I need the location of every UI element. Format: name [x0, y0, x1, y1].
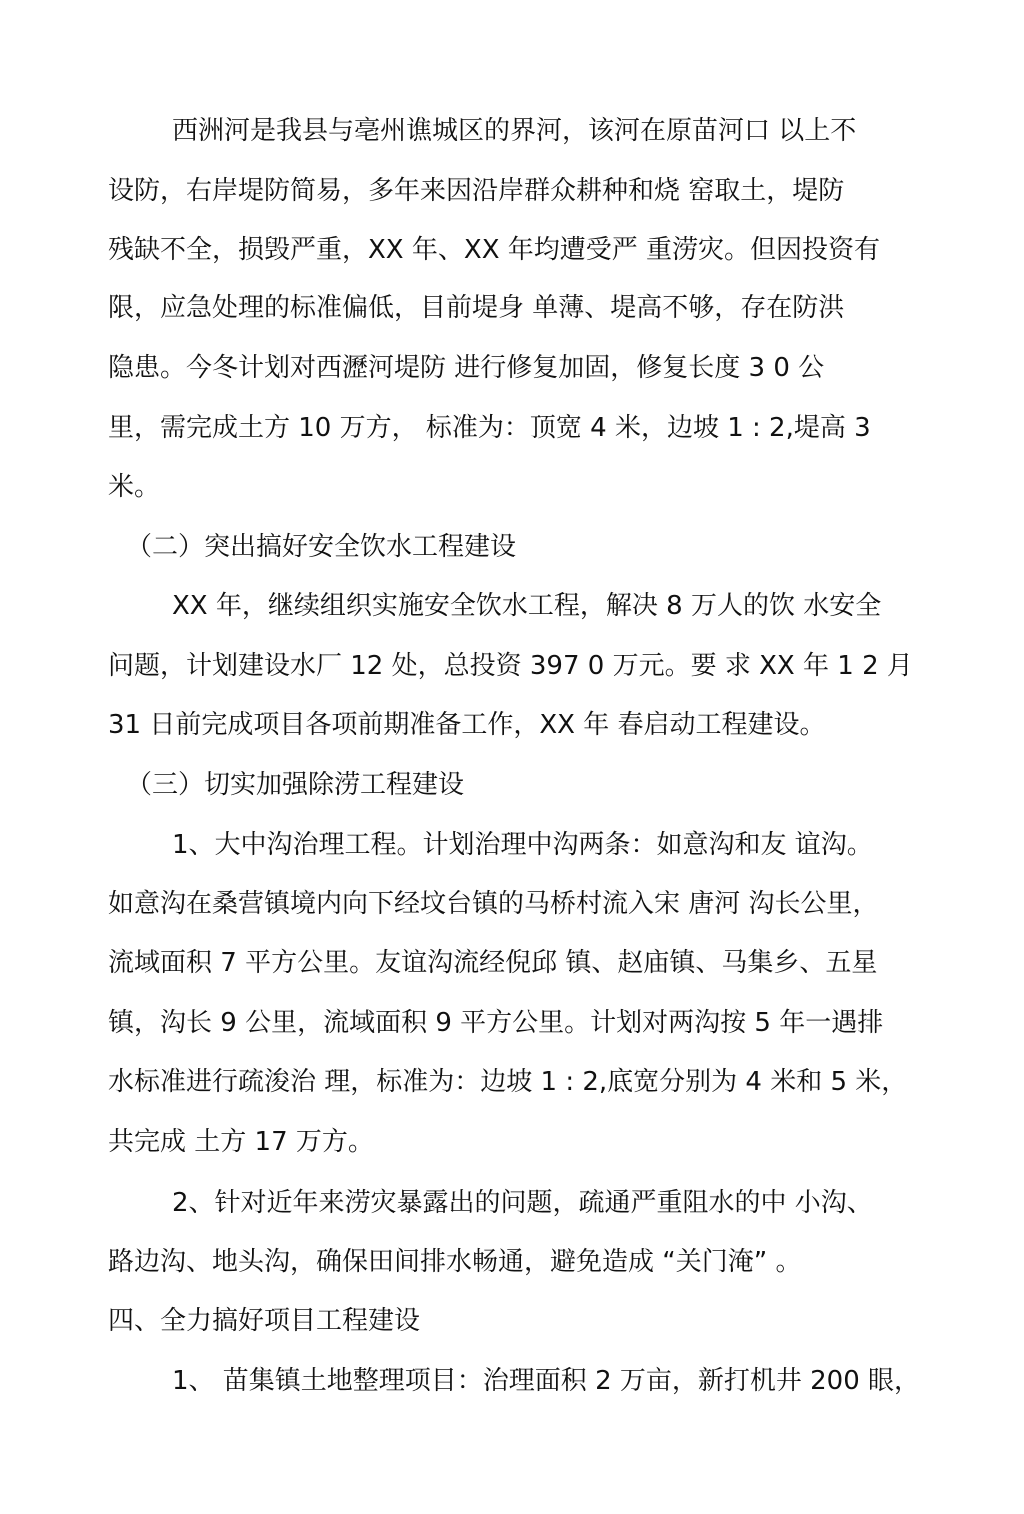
text-line: 里，需完成土方 10 万方， 标准为：顶宽 4 米，边坡 1 : 2,堤高 3	[108, 413, 871, 443]
text-line: 问题，计划建设水厂 12 处，总投资 397 0 万元。要 求 XX 年 1 2 月	[108, 651, 913, 681]
section-heading: 四、全力搞好项目工程建设	[108, 1306, 421, 1336]
text-line: 1、 苗集镇土地整理项目：治理面积 2 万亩，新打机井 200 眼，	[172, 1366, 921, 1396]
section-heading: （二）突出搞好安全饮水工程建设	[126, 532, 517, 562]
text-line: 限，应急处理的标准偏低，目前堤身 单薄、堤高不够，存在防洪	[108, 293, 845, 323]
text-line: 流域面积 7 平方公里。友谊沟流经倪邱 镇、赵庙镇、马集乡、五星	[108, 948, 878, 978]
text-line: 1、大中沟治理工程。计划治理中沟两条：如意沟和友 谊沟。	[172, 830, 873, 860]
text-line: 2、针对近年来涝灾暴露出的问题，疏通严重阻水的中 小沟、	[172, 1188, 873, 1218]
text-line: 如意沟在桑营镇境内向下经坟台镇的马桥村流入宋 唐河 沟长公里，	[108, 889, 879, 919]
text-line: XX 年，继续组织实施安全饮水工程，解决 8 万人的饮 水安全	[172, 591, 882, 621]
text-line: 31 日前完成项目各项前期准备工作，XX 年 春启动工程建设。	[108, 710, 826, 740]
text-line: 设防，右岸堤防简易，多年来因沿岸群众耕种和烧 窑取土，堤防	[108, 176, 845, 206]
text-line: 镇，沟长 9 公里，流域面积 9 平方公里。计划对两沟按 5 年一遇排	[108, 1008, 884, 1038]
section-heading: （三）切实加强除涝工程建设	[126, 770, 465, 800]
text-line: 隐患。今冬计划对西瀝河堤防 进行修复加固，修复长度 3 0 公	[108, 353, 825, 383]
text-line: 路边沟、地头沟，确保田间排水畅通，避免造成 “关门淹” 。	[108, 1247, 802, 1277]
text-line: 残缺不全，损毁严重，XX 年、XX 年均遭受严 重涝灾。但因投资有	[108, 235, 881, 265]
text-line: 米。	[108, 472, 161, 502]
text-line: 共完成 土方 17 万方。	[108, 1127, 374, 1157]
text-line: 西洲河是我县与亳州谯城区的界河，该河在原苗河口 以上不	[172, 116, 857, 146]
text-line: 水标准进行疏浚治 理，标准为：边坡 1 : 2,底宽分别为 4 米和 5 米，	[108, 1067, 908, 1097]
